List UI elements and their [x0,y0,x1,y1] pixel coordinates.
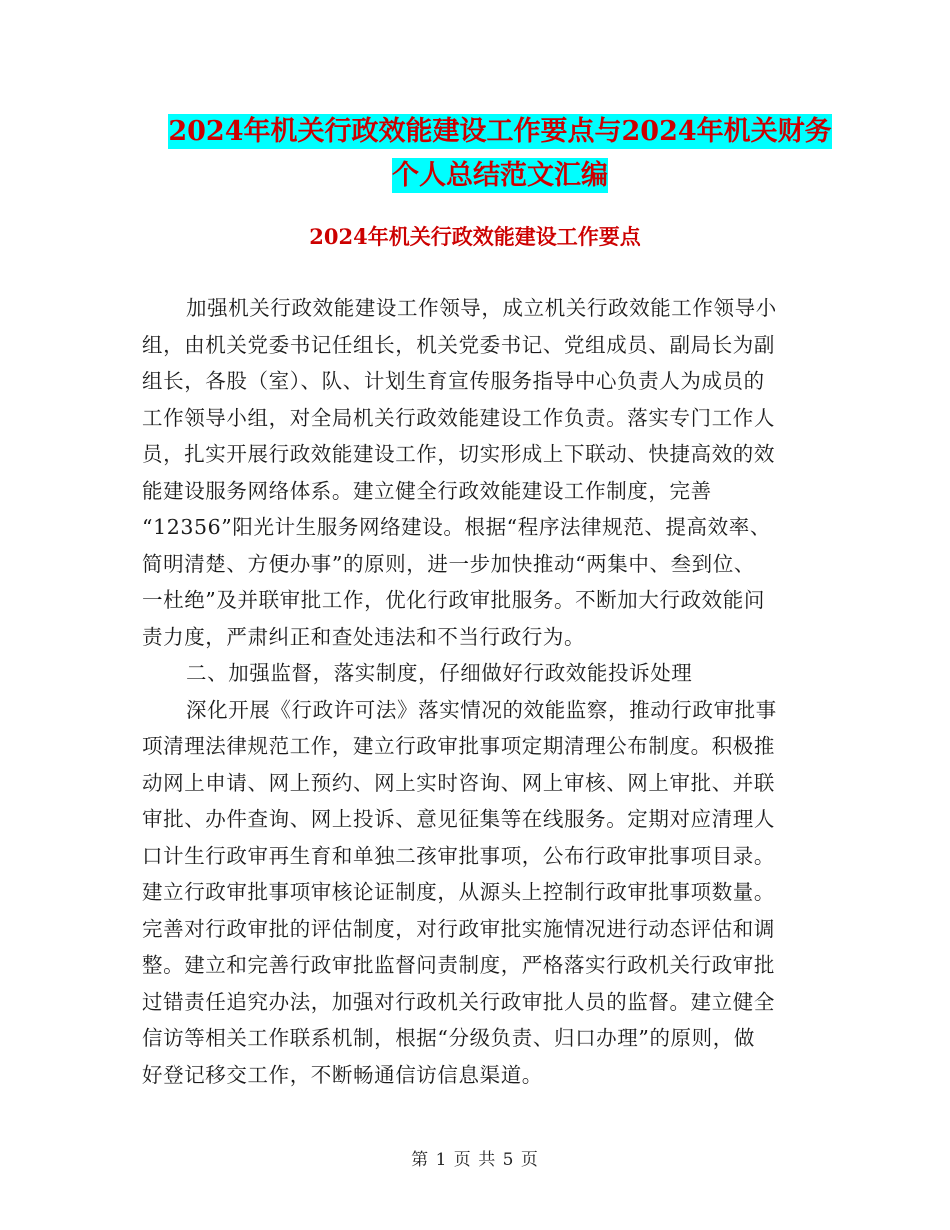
body-line: 口计生行政审再生育和单独二孩审批事项，公布行政审批事项目录。 [142,843,775,868]
page-footer: 第 1 页 共 5 页 [411,1150,539,1170]
body-line: 整。建立和完善行政审批监督问责制度，严格落实行政机关行政审批 [142,953,775,977]
document-title-line-2 [150,154,850,198]
body-line: 项清理法律规范工作，建立行政审批事项定期清理公布制度。积极推 [142,734,775,758]
body-line: 信访等相关工作联系机制，根据“分级负责、归口办理”的原则，做 [142,1026,755,1050]
body-text [142,290,802,1093]
body-line: 建立行政审批事项审核论证制度，从源头上控制行政审批事项数量。 [142,880,775,904]
body-line: 责力度，严肃纠正和查处违法和不当行政行为。 [142,624,586,649]
body-line: “12356”阳光计生服务网络建设。根据“程序法律规范、提高效率、 [142,515,771,539]
body-line: 一杜绝”及并联审批工作，优化行政审批服务。不断加大行政效能问 [142,588,765,612]
title-highlight-1: 2024年机关行政效能建设工作要点与2024年机关财务 [168,116,832,147]
body-line: 员，扎实开展行政效能建设工作，切实形成上下联动、快捷高效的效 [142,442,775,466]
section-subtitle: 2024年机关行政效能建设工作要点 [309,224,641,249]
body-line: 审批、办件查询、网上投诉、意见征集等在线服务。定期对应清理人 [142,807,775,831]
body-line: 组，由机关党委书记任组长，机关党委书记、党组成员、副局长为副 [142,332,775,357]
body-line: 过错责任追究办法，加强对行政机关行政审批人员的监督。建立健全 [142,989,775,1014]
body-line: 二、加强监督，落实制度，仔细做好行政效能投诉处理 [186,661,693,685]
body-line: 动网上申请、网上预约、网上实时咨询、网上审核、网上审批、并联 [142,770,775,795]
body-line: 完善对行政审批的评估制度，对行政审批实施情况进行动态评估和调 [142,916,775,941]
title-highlight-2: 个人总结范文汇编 [392,160,608,191]
document-title-line-1 [150,110,850,154]
body-line: 深化开展《行政许可法》落实情况的效能监察，推动行政审批事 [186,697,777,722]
body-line: 好登记移交工作，不断畅通信访信息渠道。 [142,1062,543,1087]
body-line: 能建设服务网络体系。建立健全行政效能建设工作制度，完善 [142,478,712,503]
body-line: 简明清楚、方便办事”的原则，进一步加快推动“两集中、叁到位、 [142,551,755,576]
body-line: 工作领导小组，对全局机关行政效能建设工作负责。落实专门工作人 [142,405,775,430]
body-line: 组长，各股（室）、队、计划生育宣传服务指导中心负责人为成员的 [142,369,765,393]
body-line: 加强机关行政效能建设工作领导，成立机关行政效能工作领导小 [186,296,777,320]
